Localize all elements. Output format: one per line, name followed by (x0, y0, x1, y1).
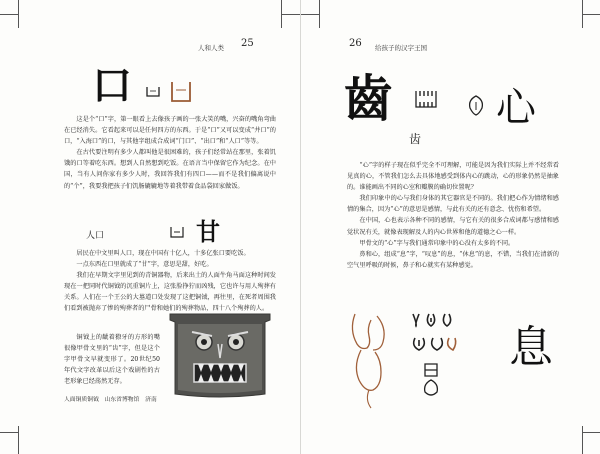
bronze-xin-icon (467, 94, 485, 116)
paragraph: 这是个“口”字，第一眼看上去像孩子画的一张大笑的嘴，兴奋的嘴角弯曲在已经消失。它看起来可以是任何四方的东西。于是“口”又可以变成“井口”的口，“入海口”的口，与其他字组成合成词“门口”、“出口”和“人口”等等。 (64, 116, 276, 146)
renkou-label: 人口 (86, 231, 105, 241)
hero-character-xi: 息 (509, 322, 553, 373)
simplified-chi-character: 齿 (409, 132, 422, 146)
paragraph: 在古代要注明有多少人都叫他是很困难的，孩子们经常站在那里，张着饥饿的口等着吃东西。想到人自然想到吃饭。在语言当中保留它作为纪念。在中国，当有人问你家有多少人时，我回答我们有四口——而不是我们偏离说中的“个”，我要我把孩子们饥肠辘辘地等着我带着食品袋回家做饭。 (64, 149, 276, 190)
paragraph: 铜钺上的龇着獠牙的方形的嘴很像甲骨文里的“齿”字，但是这个字甲骨文早就变形了。20世纪50年代文字改革以后这个戏剧性的古老形象已经荡然无存。 (64, 334, 160, 386)
hero-character-kou: 口 (92, 63, 132, 109)
hero-character-chi: 齒 (343, 70, 393, 128)
crop-mark (18, 0, 19, 28)
paragraph: 在中国，心也表示各种不同的感情，与它有关的很多合成词都与感情和感觉状况有关，就像表现解及人的内心世界和他的道德之心一样。 (347, 217, 559, 236)
paragraph: 鼻和心，组成“息”字，“叹息”的息，“休息”的息，不错，当我们在清新的空气里呼吸的时候，鼻子和心就实有某种感觉。 (347, 250, 559, 269)
body-text-bottom (64, 332, 160, 387)
paragraph: 甲骨文的“心”字与我们通常印象中的心没有太多的不同。 (359, 239, 515, 247)
oracle-xin-icons (411, 312, 457, 352)
body-text-middle (64, 248, 276, 315)
oracle-chi-icon (415, 90, 437, 108)
running-header: 人和人类 (198, 44, 224, 52)
image-caption: 人面铜质铜钺 山东省博物馆 济南 (64, 397, 157, 403)
hero-character-xin: 心 (496, 85, 536, 131)
hero-character-gan: 甘 (196, 218, 220, 246)
crop-mark (282, 14, 300, 15)
oracle-kou-icon (146, 86, 160, 98)
body-text (347, 160, 559, 271)
crop-mark (582, 426, 583, 454)
running-header: 给孩子的汉字王国 (375, 44, 427, 52)
crop-mark (0, 432, 18, 433)
crop-mark (319, 0, 320, 28)
crop-mark (0, 14, 18, 15)
oracle-gan-icon (170, 226, 184, 238)
paragraph: 一点东西在口里就成了“甘”字，意思是甜，好吃。 (76, 261, 213, 269)
bronze-yue-axe-image (164, 310, 276, 400)
body-text-top (64, 114, 276, 192)
crop-mark (583, 14, 600, 15)
page-number: 25 (241, 38, 254, 49)
page-number: 26 (349, 38, 362, 49)
paragraph: “心”字的样子现在似乎完全不可理解，可能是因为我们实际上并不经常看见真的心，不管我们怎么去具体地感受到体内心的跳动，心的形象仍然是抽象的。谁能画出不同的心室和瓣膜的确切位置呢？ (347, 162, 559, 192)
right-page (300, 0, 600, 454)
crop-mark (301, 14, 319, 15)
crop-mark (18, 426, 19, 454)
heart-figure-sketch (347, 310, 393, 410)
bronze-kou-icon (170, 80, 192, 104)
crop-mark (582, 0, 583, 28)
paragraph: 居民在中文里叫人口，现在中国有十亿人，十多亿张口要吃饭。 (76, 250, 250, 257)
paragraph: 我们在早期文字里见到的青铜器物，后来出土的人面牛角马面这种时间发现在一把同时代铜钺的沉重铜片上，这张脸挣狞而凶残，它也许与用人殉葬有关系。人们在一个王公的大墓道口处发现了这把铜钺，再往里，在死者周围我们看到被抛弃了惨的殉葬者的尸骨和她们的殉葬物品，四十八个殉葬的人。 (64, 272, 276, 313)
ancient-xi-icon (421, 362, 441, 398)
crop-mark (281, 0, 282, 28)
paragraph: 我们印象中的心与我们身体的其它器官是不同的。我们把心作为情绪和感情的集合，因为“心”的意思是感情，与此有关的还有意念、忧伤和希望。 (347, 195, 559, 214)
crop-mark (583, 432, 600, 433)
